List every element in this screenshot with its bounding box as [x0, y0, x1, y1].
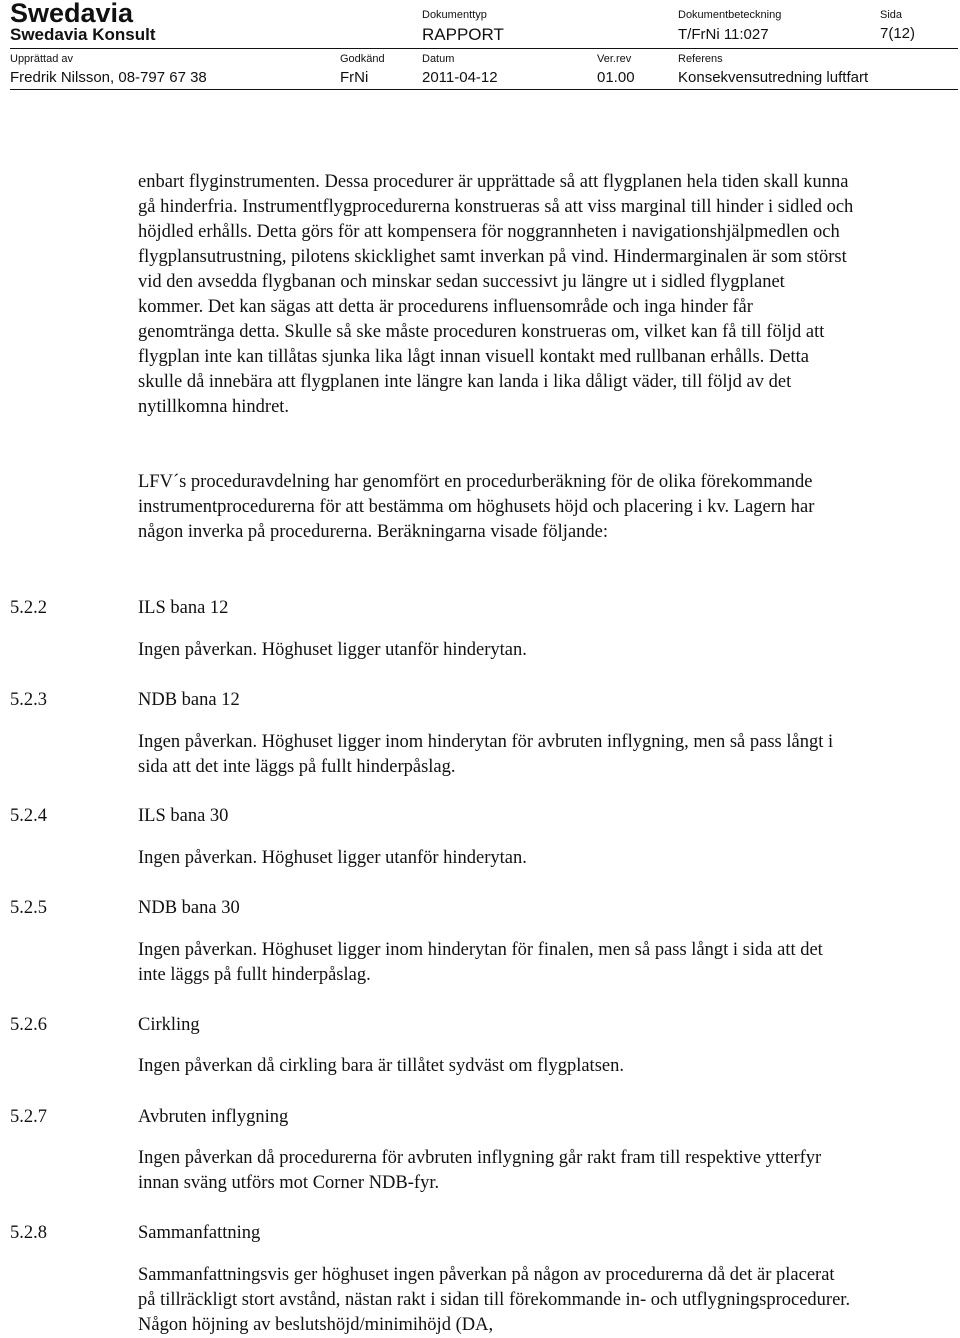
section-text: Ingen påverkan. Höghuset ligger utanför hinderytan.: [138, 848, 527, 868]
header-divider-bottom: [10, 89, 958, 90]
section-title: ILS bana 30: [138, 806, 229, 826]
revision-value: 01.00: [597, 69, 635, 86]
doc-id-label: Dokumentbeteckning: [678, 9, 782, 21]
section-title: NDB bana 12: [138, 690, 240, 710]
company-subtitle: Swedavia Konsult: [10, 25, 156, 44]
author-value: Fredrik Nilsson, 08-797 67 38: [10, 69, 207, 86]
section-number: 5.2.7: [10, 1107, 47, 1127]
doc-type-value: RAPPORT: [422, 25, 504, 44]
author-label: Upprättad av: [10, 53, 73, 65]
section-text: Sammanfattningsvis ger höghuset ingen påverkan på någon av procedurerna då det är placerat på tillräckligt stort avstånd, nästan rakt i sidan till förekommande in- och utflygningsprocedurer. Någon höjning av beslutshöjd/minimihöjd (DA,: [138, 1265, 851, 1335]
reference-label: Referens: [678, 53, 723, 65]
doc-type-label: Dokumenttyp: [422, 9, 487, 21]
date-label: Datum: [422, 53, 455, 65]
section-text: Ingen påverkan. Höghuset ligger inom hinderytan för avbruten inflygning, men så pass långt i sida att det inte läggs på fullt hinderpåslag.: [138, 732, 834, 777]
section-text: Ingen påverkan då cirkling bara är tillåtet sydväst om flygplatsen.: [138, 1056, 624, 1076]
reference-value: Konsekvensutredning luftfart: [678, 69, 869, 86]
section-title: Avbruten inflygning: [138, 1107, 289, 1127]
section-title: ILS bana 12: [138, 598, 229, 618]
page-label: Sida: [880, 9, 903, 21]
section-number: 5.2.6: [10, 1015, 47, 1035]
doc-id-value: T/FrNi 11:027: [678, 26, 769, 43]
intro-paragraph: enbart flyginstrumenten. Dessa procedurer är upprättade så att flygplanen hela tiden skall kunna gå hinderfria. Instrumentflygprocedurerna konstrueras så att viss marginal till hinder i sidled och höjdled erhålls. Detta görs för att kompensera för noggrannheten i navigationshjälpmedlen och flygplansutrustning, pilotens skicklighet samt inverkan på vind. Hindermarginalen är som störst vid den avsedda flygbanan och minskar sedan successivt ju längre ut i sidled flygplanet kommer. Det kan sägas att detta är procedurens influensområde och inga hinder får genomtränga detta. Skulle så ske måste proceduren konstrueras om, vilket kan få till följd att flygplan inte kan tillåtas sjunka lika lågt innan visuell kontakt med rullbanan erhålls. Detta skulle då innebära att flygplanen inte längre kan landa i lika dåligt väder, till följd av det nytillkomna hindret.: [138, 172, 854, 417]
section-text: Ingen påverkan då procedurerna för avbruten inflygning går rakt fram till respektive ytterfyr innan sväng utförs mot Corner NDB-fyr.: [138, 1148, 822, 1193]
approved-value: FrNi: [340, 69, 369, 86]
section-text: Ingen påverkan. Höghuset ligger inom hinderytan för finalen, men så pass långt i sida att det inte läggs på fullt hinderpåslag.: [138, 940, 823, 985]
section-title: Sammanfattning: [138, 1223, 261, 1243]
section-number: 5.2.4: [10, 806, 47, 826]
section-number: 5.2.5: [10, 898, 47, 918]
section-number: 5.2.3: [10, 690, 47, 710]
company-logo: Swedavia: [10, 0, 134, 28]
header-divider-top: [10, 48, 958, 49]
section-title: Cirkling: [138, 1015, 200, 1035]
approved-label: Godkänd: [340, 53, 385, 65]
revision-label: Ver.rev: [597, 53, 632, 65]
section-text: Ingen påverkan. Höghuset ligger utanför hinderytan.: [138, 640, 527, 660]
section-number: 5.2.8: [10, 1223, 47, 1243]
lfv-paragraph: LFV´s proceduravdelning har genomfört en procedurberäkning för de olika förekommande instrumentprocedurerna för att bestämma om höghusets höjd och placering i kv. Lagern har någon inverka på procedurerna. Beräkningarna visade följande:: [138, 472, 815, 542]
section-title: NDB bana 30: [138, 898, 240, 918]
page-number: 7(12): [880, 25, 916, 42]
date-value: 2011-04-12: [422, 69, 498, 86]
section-number: 5.2.2: [10, 598, 47, 618]
